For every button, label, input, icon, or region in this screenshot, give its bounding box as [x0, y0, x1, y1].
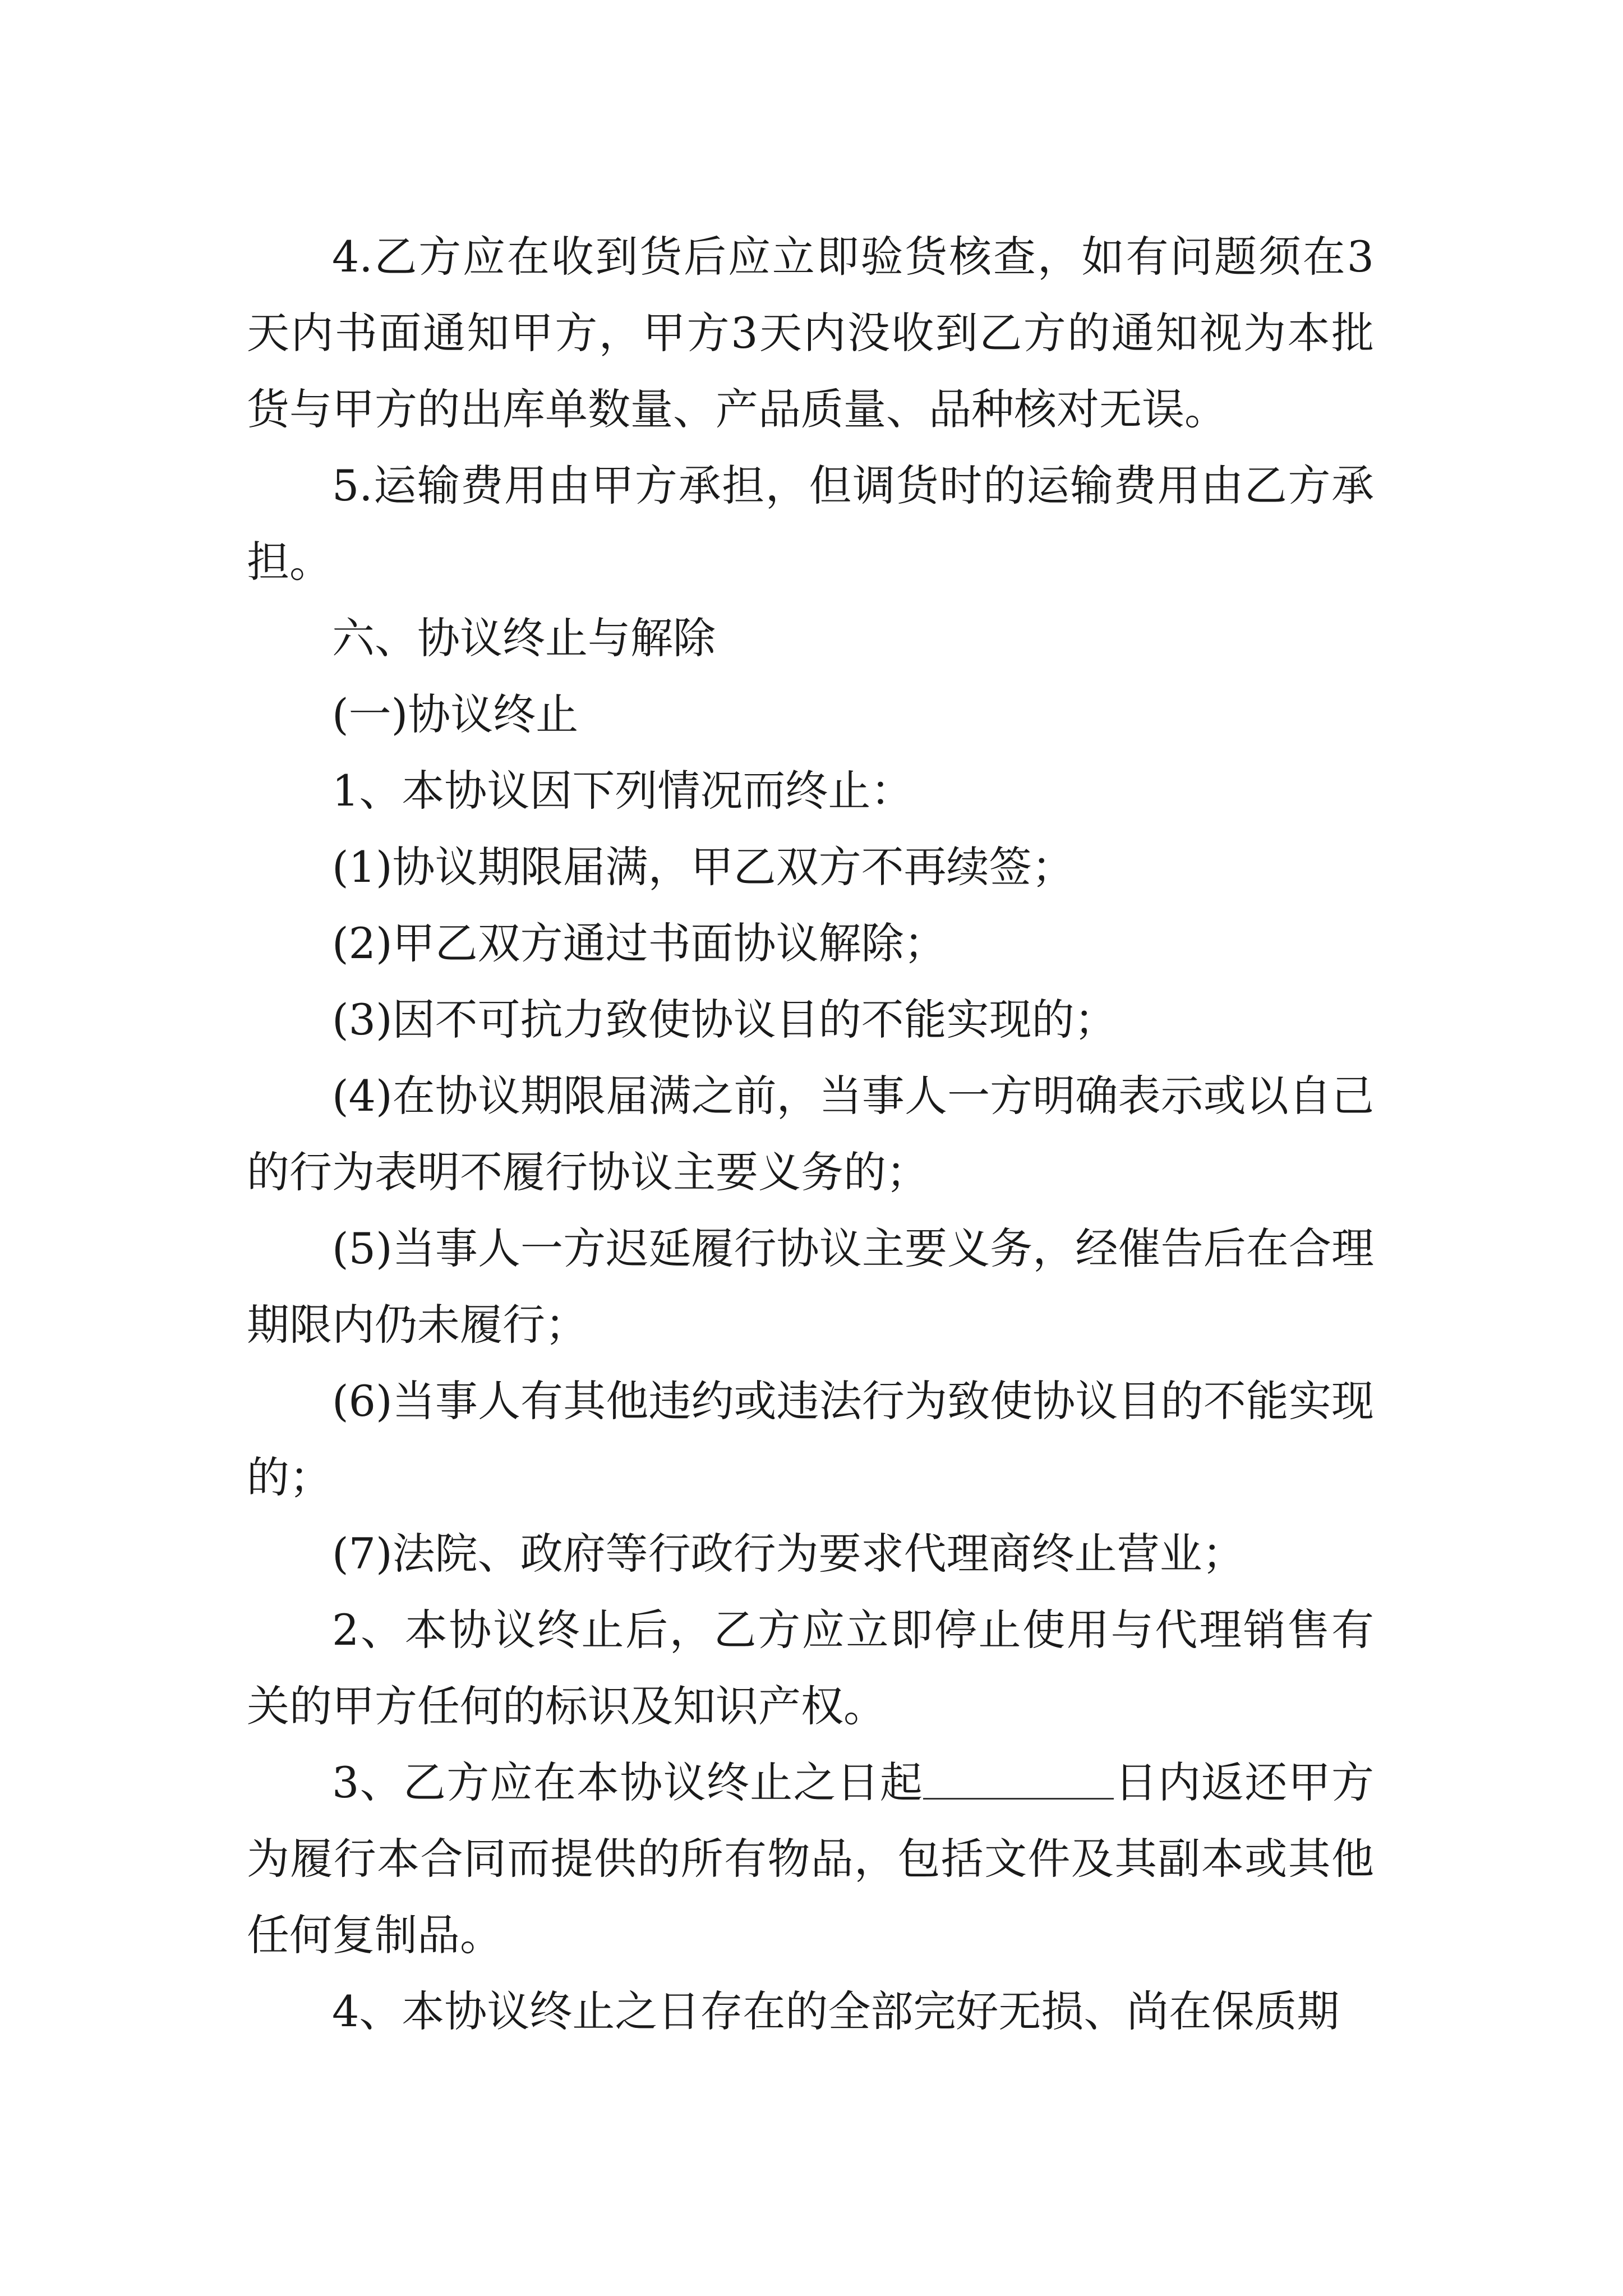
case-7: (7)法院、政府等行政行为要求代理商终止营业；: [332, 1529, 1245, 1579]
clause-4-remaining-goods: 4、本协议终止之日存在的全部完好无损、尚在保质期: [332, 1986, 1340, 2036]
clause-3-text-before: 3、乙方应在本协议终止之日起: [332, 1757, 924, 1807]
case-4: (4)在协议期限届满之前，当事人一方明确表示或以自己的行为表明不履行协议主要义务的；: [247, 1071, 1374, 1197]
clause-3-text-after: 日内返还甲方为履行本合同而提供的所有物品，包括文件及其副本或其他任何复制品。: [247, 1757, 1375, 1960]
case-6: (6)当事人有其他违约或违法行为致使协议目的不能实现的；: [247, 1376, 1374, 1502]
subsection-heading-termination: (一)协议终止: [332, 689, 579, 739]
document-page: [247, 219, 1374, 2050]
case-2: (2)甲乙双方通过书面协议解除；: [332, 918, 947, 968]
clause-3-return-items: [247, 1745, 1374, 1973]
days-blank-line: [923, 1764, 1114, 1800]
case-1: (1)协议期限届满，甲乙双方不再续签；: [332, 842, 1075, 892]
clause-1-termination-cases: 1、本协议因下列情况而终止：: [332, 766, 914, 816]
section-heading-termination: 六、协议终止与解除: [332, 613, 716, 663]
case-5: (5)当事人一方迟延履行协议主要义务，经催告后在合理期限内仍未履行；: [247, 1223, 1374, 1350]
case-3: (3)因不可抗力致使协议目的不能实现的；: [332, 995, 1117, 1045]
clause-4-inspection: 4.乙方应在收到货后应立即验货核查，如有问题须在3天内书面通知甲方，甲方3天内没收到乙方的通知视为本批货与甲方的出库单数量、产品质量、品种核对无误。: [247, 232, 1374, 434]
clause-2-stop-use: 2、本协议终止后，乙方应立即停止使用与代理销售有关的甲方任何的标识及知识产权。: [247, 1605, 1374, 1731]
clause-5-transport: 5.运输费用由甲方承担，但调货时的运输费用由乙方承担。: [247, 461, 1374, 587]
